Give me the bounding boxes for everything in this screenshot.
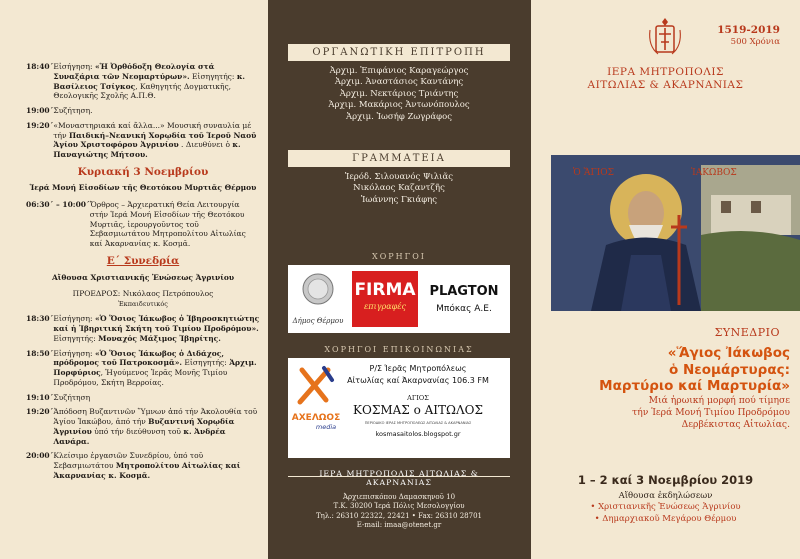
venue-item: • Χριστιανικῆς Ἑνώσεως Ἀγρινίου [590,502,741,513]
entry-time: 18:50΄ [26,348,54,358]
icon-label-left: Ὁ ἍΓΙΟΣ [573,168,615,178]
entry-speaker: Ἀρχιμ. Πορφύριος [53,358,257,378]
address-block [288,493,510,531]
entry-text-bold: «Ἡ Ὀρθόδοξη Θεολογία στά Συναξάρια τῶν Νεομαρτύρων». [53,62,215,81]
program-entry [26,349,260,388]
program-entry [26,393,260,403]
anniversary-sub: 500 Χρόνια [730,36,780,47]
org-committee-list [288,66,510,123]
secretariat-list [288,172,510,206]
entry-time: 20:00΄ [26,451,54,461]
entry-text [53,62,260,101]
address-line: Τ.Κ. 30200 Ἱερά Πόλις Μεσολογγίου [333,502,465,511]
entry-speaker-pre: Εἰσηγητής: [189,71,237,81]
conference-title-line: ὁ Νεομάρτυρας: [668,361,790,378]
conference-title-line: Μαρτύριο καί Μαρτυρία» [599,378,790,395]
firma-label: FIRMA [354,280,416,300]
entry-text-bold: «Ὁ Ὅσιος Ἰάκωβος ὁ Διδάχος, πρόδρομος τοῦ Πατροκοσμᾶ». [53,348,224,368]
entry-speaker: Μοναχός Μάξιμος Ἰβηρίτης. [98,333,221,343]
conference-description-line: τήν Ἱερά Μονή Τιμίου Προδρόμου [632,406,790,418]
sponsors-box [288,265,510,333]
org-member: Ἀρχιμ. Μακάριος Ἀντωνόπουλος [328,100,470,111]
entry-text [53,349,260,388]
sunday-venue: Ἱερά Μονή Εἰσοδίων τῆς Θεοτόκου Μυρτιᾶς Θέρμου [29,183,257,193]
program-entry [26,314,260,343]
plagton-logo [429,284,498,314]
entry-speaker: κ. Ἀνδρέα Λανάρα. [53,426,226,446]
committee-panel [268,0,531,559]
entry-time: 06:30΄ – 10:00΄ [26,200,90,210]
venue-block [531,491,800,525]
entry-text-pre: «Μοναστηριακά καί ἄλλα...» Μουσική συναυλία μέ τήν [53,120,252,140]
entry-time: 18:40΄ [26,62,54,71]
entry-text-pre: Κλείσιμο ἐργασιῶν Συνεδρίου, ὑπό τοῦ Σεβασμιωτάτου [53,451,204,471]
axelwos-sub-label: media [315,423,337,431]
axelwos-label: ΑΧΕΛΩΟΣ [291,413,341,423]
metropolis-line-1: ΙΕΡΑ ΜΗΤΡΟΠΟΛΙΣ [607,66,724,78]
firma-sub-label: επιγραφές [364,302,406,311]
address-line: E-mail: imaa@otenet.gr [356,521,442,530]
entry-time: 19:10΄ [26,392,54,402]
firma-logo [352,271,418,327]
session-chair-role: Ἐκπαιδευτικός [118,300,168,309]
media-sponsors-box [288,358,510,458]
cover-panel [531,0,800,559]
session-chair: ΠΡΟΕΔΡΟΣ: Νικόλαος Πετρόπουλος [72,289,214,299]
entry-text [53,393,260,403]
entry-text-pre: Εἰσήγηση: [53,314,95,324]
metropolis-crest-icon [646,16,684,58]
program-entry [26,106,260,116]
secretariat-member: Ἱερόδ. Σιλουανός Ψιλιᾶς [345,172,453,182]
entry-text-bold: «Ὁ Ὅσιος Ἰάκωβος ὁ Ἰβηροσκητιώτης καί ἡ Ἰβηριτική Σκήτη τοῦ Τιμίου Προδρόμου». [53,314,260,334]
anniversary-badge [717,24,780,47]
icon-label-right: ἸΑΚΩΒΟΣ [691,168,737,178]
program-panel [0,0,268,559]
session-title: Ε΄ Συνεδρία [106,254,180,267]
entry-text-pre: Εἰσήγηση: [53,62,95,71]
program-entry [26,121,260,160]
org-member: Ἀρχιμ. Ἐπιφάνιος Καραγεώργος [329,66,469,76]
entry-time: 19:00΄ [26,106,54,115]
conference-title [541,345,790,395]
dimos-thermou-logo [292,274,345,325]
entry-time: 19:20΄ [26,120,54,130]
entry-text-bold: Παιδική–Νεανική Χορῳδία τοῦ Ἱεροῦ Ναοῦ Ἁγίου Χριστοφόρου Ἀγρινίου [53,130,257,150]
axelwos-logo [292,368,340,431]
metropolis-line-2: ΑΙΤΩΛΙΑΣ & ΑΚΑΡΝΑΝΙΑΣ [587,79,744,92]
entry-time: 18:30΄ [26,314,54,324]
venue-item: • Δημαρχιακοῦ Μεγάρου Θέρμου [594,513,737,524]
radio-line-1: Ρ/Σ Ἱερᾶς Μητροπόλεως [369,364,467,373]
sunday-title: Κυριακή 3 Νοεμβρίου [77,165,209,178]
entry-text-pre: Ἀπόδοση Βυζαντινῶν Ὕμνων ἀπό τήν Ἀκολουθία τοῦ Ἁγίου Ἰακώβου, ἀπό τήν [53,407,258,427]
conference-description [543,395,790,431]
entry-text-pre: Συζήτηση [53,392,91,402]
entry-text [53,121,260,160]
entry-speaker: κ. Παναγιώτης Μήτσου. [53,140,241,159]
program-entry [26,451,260,480]
entry-text [53,106,260,116]
org-member: Ἀρχιμ. Νεκτάριος Τριάντης [339,88,459,99]
address-line: Τηλ.: 26310 22322, 22421 • Fax: 26310 28701 [315,511,482,520]
secretariat-title: ΓΡΑΜΜΑΤΕΙΑ [288,150,510,167]
kosmas-url: kosmasaitolos.blogspot.gr [375,430,461,438]
plagton-label: PLAGTON [429,284,499,299]
plagton-sub-label: Μπόκας Α.Ε. [436,304,492,314]
entry-text [90,200,260,249]
media-sponsors-label: ΧΟΡΗΓΟΙ ΕΠΙΚΟΙΝΩΝΙΑΣ [324,345,474,354]
radio-line-2: Αἰτωλίας καί Ἀκαρνανίας 106.3 FM [347,376,489,385]
org-member: Ἀρχιμ. Ἀναστάσιος Καντάνης [334,77,464,88]
org-member: Ἀρχιμ. Ἰωσήφ Ζωγράφος [346,111,452,122]
metropolis-name [531,66,800,92]
entry-time: 19:20΄ [26,407,54,417]
footer-title: ΙΕΡΑ ΜΗΤΡΟΠΟΛΙΣ ΑΙΤΩΛΙΑΣ & ΑΚΑΡΝΑΝΙΑΣ [319,469,479,487]
kosmas-title: ΚΟΣΜΑΣ ο ΑΙΤΩΛΟΣ [353,403,483,417]
conference-description-line: Δερβέκιστας Αἰτωλίας. [681,418,790,430]
entry-text-bold: Βυζαντινή Χορῳδία Ἀγρινίου [53,417,235,436]
sponsors-label: ΧΟΡΗΓΟΙ [372,252,426,261]
entry-speaker-pre: ὑπό τήν διεύθυνση τοῦ [91,426,184,436]
entry-speaker: κ. Βασίλειος Τσίγκος [53,71,246,91]
saint-icon-image [551,155,800,311]
anniversary-years: 1519-2019 [717,24,780,36]
org-committee-title: ΟΡΓΑΝΩΤΙΚΗ ΕΠΙΤΡΟΠΗ [288,44,510,61]
dimos-label: Δήμος Θέρμου [292,317,344,325]
entry-speaker-pre: Εἰσηγητής: [53,333,99,343]
session-venue: Αἴθουσα Χριστιανικῆς Ἑνώσεως Ἀγρινίου [51,272,235,282]
conference-title-line: «Ἅγιος Ἰάκωβος [667,345,790,361]
program-entry [26,200,260,249]
entry-speaker-pre: . Διευθύνει ὁ [178,140,233,150]
secretariat-member: Νικόλαος Καζαντζῆς [353,183,445,194]
entry-text-bold: Μητροπολίτου Αἰτωλίας καί Ἀκαρνανίας κ. Κοσμᾶ. [53,461,241,480]
program-entry [26,62,260,101]
entry-text [53,451,260,480]
footer-divider [288,476,510,477]
entry-text [53,407,260,446]
entry-text-pre: Συζήτηση. [53,106,93,115]
entry-speaker-pre: Εἰσηγητής: [182,358,230,368]
secretariat-member: Ἰωάννης Γκιάφης [360,194,438,205]
conference-label: ΣΥΝΕΔΡΙΟ [714,326,780,339]
entry-text [53,314,260,343]
program-entry [26,407,260,446]
kosmas-top: ΑΓΙΟΣ [407,394,429,402]
entry-speaker-post: , Ἡγούμενος Ἱερᾶς Μονῆς Τιμίου Προδρόμου, Σκήτη Βερροίας. [53,368,228,387]
conference-description-line: Μιά ἡρωική μορφή πού τίμησε [648,395,790,406]
entry-text-pre: Εἰσήγηση: [53,348,95,358]
conference-date: 1 – 2 καί 3 Νοεμβρίου 2019 [577,473,754,487]
entry-speaker-post: , Καθηγητής Δογματικῆς, Θεολογικῆς Σχολῆς Α.Π.Θ. [53,81,232,101]
venue-label: Αἴθουσα ἐκδηλώσεων [618,491,713,501]
address-line: Ἀρχιεπισκόπου Δαμασκηνοῦ 10 [342,493,456,501]
kosmas-subtitle: ΠΕΡΙΟΔΙΚΟ ΙΕΡΑΣ ΜΗΤΡΟΠΟΛΕΩΣ ΑΙΤΩΛΙΑΣ & ΑΚΑΡΝΑΝΙΑΣ [364,421,472,425]
entry-text-plain: Ὄρθρος – Ἀρχιερατική Θεία Λειτουργία στήν Ἱερά Μονή Εἰσοδίων τῆς Θεοτόκου Μυρτιᾶς, ἱερουργοῦντος τοῦ Σεβασμιωτάτου Μητροπολίτου Αἰτωλίας καί Ἀκαρνανίας κ. Κοσμᾶ. [89,200,246,249]
